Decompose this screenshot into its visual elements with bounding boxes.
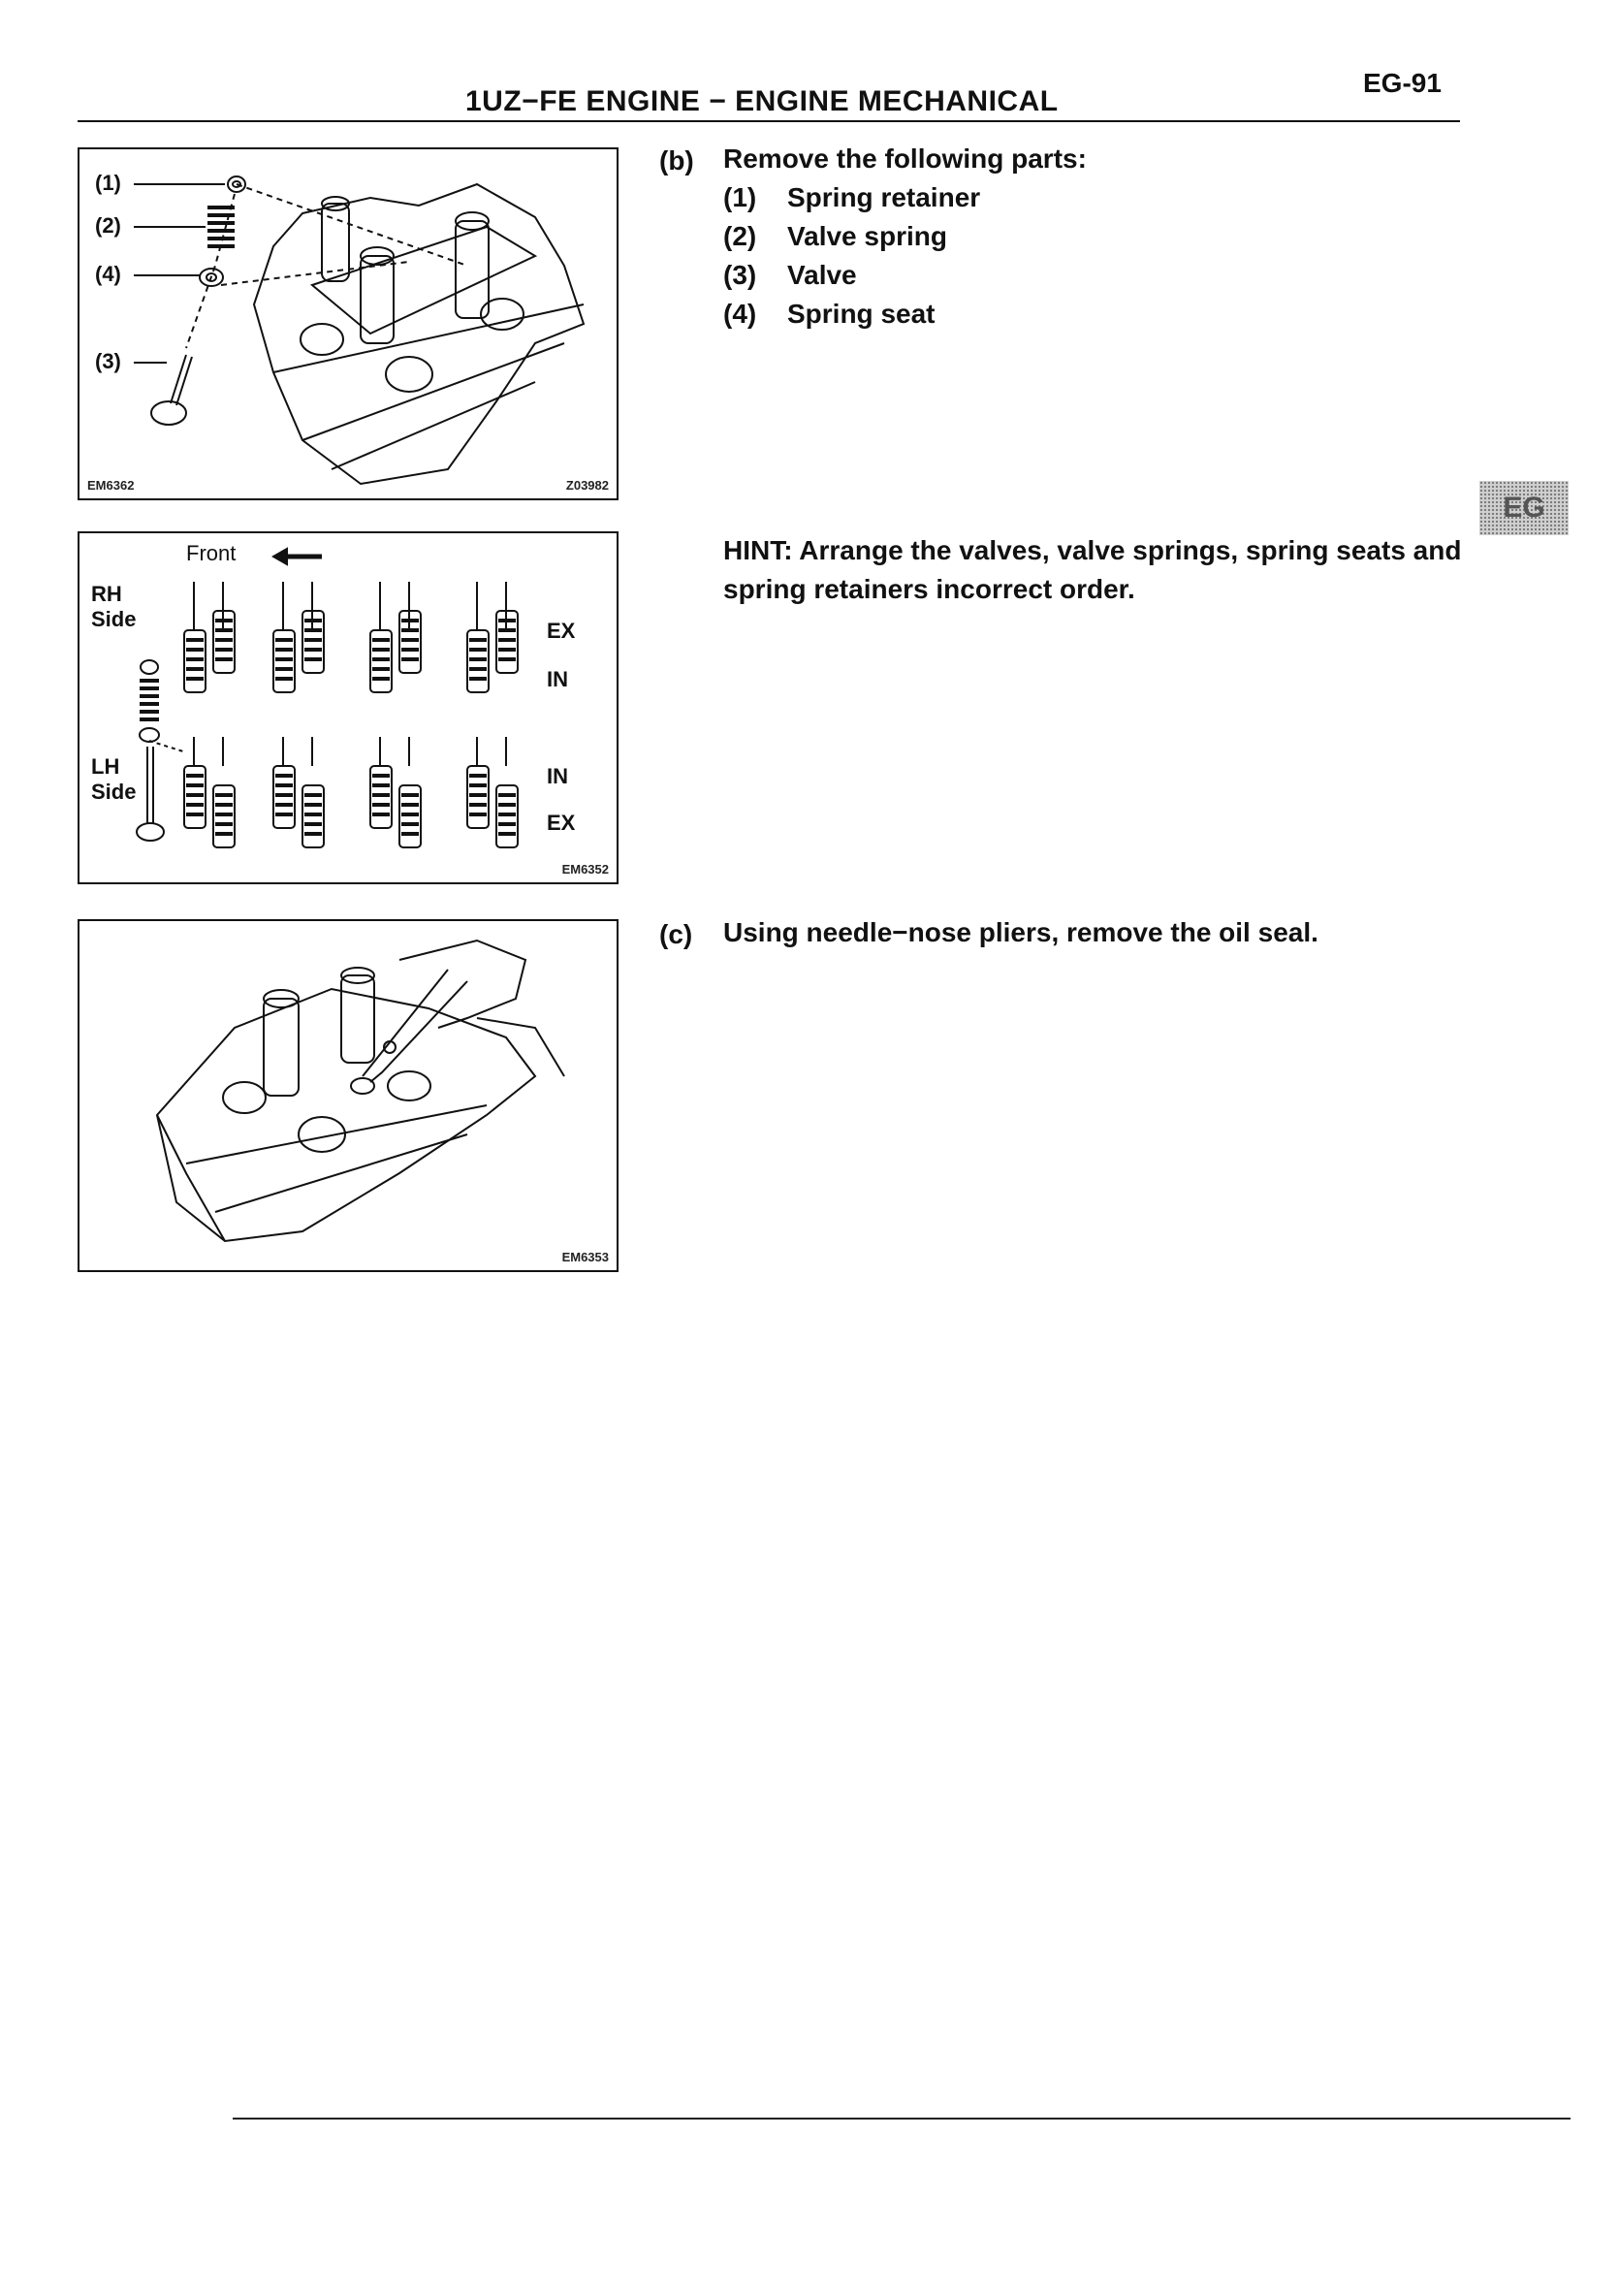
figure-code: EM6352: [561, 862, 609, 877]
footer-rule: [233, 2118, 1571, 2120]
step-c-text: Using needle−nose pliers, remove the oil seal.: [723, 917, 1318, 947]
ex-bottom-label: EX: [547, 811, 576, 835]
figure-oil-seal-removal: [78, 919, 619, 1272]
front-label: Front: [186, 541, 237, 565]
in-bottom-label: IN: [547, 764, 568, 788]
figure-code-left: EM6362: [87, 478, 135, 493]
lh-side-label: LH Side: [91, 754, 137, 804]
part-name: Valve: [787, 260, 857, 290]
callout-1: (1): [95, 171, 121, 195]
callout-2: (2): [95, 213, 121, 238]
callout-3: (3): [95, 349, 121, 373]
valve-parts-illustration: [79, 149, 617, 498]
step-c-label: (c): [659, 919, 693, 949]
figure-valve-arrangement: [78, 531, 619, 884]
part-number: (2): [723, 221, 757, 251]
part-name: Spring seat: [787, 299, 936, 329]
ex-top-label: EX: [547, 619, 576, 643]
part-name: Valve spring: [787, 221, 947, 251]
step-b-text: Remove the following parts:: [723, 144, 1087, 174]
figure-code: EM6353: [561, 1250, 609, 1264]
oil-seal-removal-illustration: [79, 921, 617, 1270]
list-item: [723, 182, 980, 221]
step-b-label: (b): [659, 145, 694, 175]
part-number: (1): [723, 182, 757, 212]
page-number: EG-91: [1363, 68, 1442, 98]
list-item: [723, 299, 980, 337]
section-tab: EG: [1479, 481, 1569, 535]
list-item: [723, 221, 980, 260]
parts-list: [723, 182, 980, 337]
part-name: Spring retainer: [787, 182, 981, 212]
part-number: (4): [723, 299, 757, 329]
part-number: (3): [723, 260, 757, 290]
page-header-title: 1UZ−FE ENGINE − ENGINE MECHANICAL: [465, 85, 1059, 117]
valve-arrangement-illustration: [79, 533, 617, 882]
figure-code-right: Z03982: [565, 478, 609, 493]
rh-side-label: RH Side: [91, 582, 137, 631]
in-top-label: IN: [547, 667, 568, 691]
list-item: [723, 260, 980, 299]
header-rule: [78, 120, 1460, 122]
callout-4: (4): [95, 262, 121, 286]
hint-text: HINT: Arrange the valves, valve springs, spring seats and spring retainers incorrect order.: [723, 535, 1462, 604]
figure-valve-parts: [78, 147, 619, 500]
